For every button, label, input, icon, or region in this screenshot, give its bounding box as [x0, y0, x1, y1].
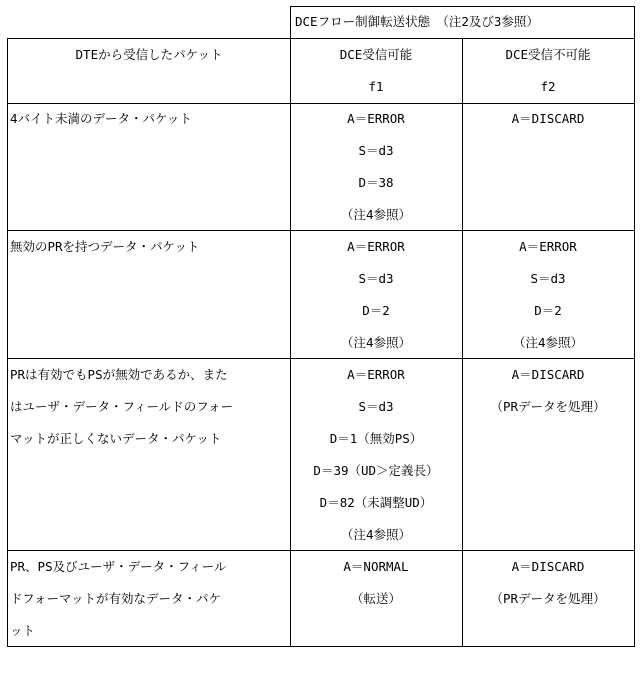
- grid-col2-line: [290, 6, 291, 647]
- f2-cell-line: （PRデータを処理）: [490, 399, 606, 414]
- f2-cell-line: D＝2: [534, 303, 562, 318]
- f2-cell-line: （PRデータを処理）: [490, 591, 606, 606]
- grid-left-line: [7, 38, 8, 647]
- f1-cell-line: A＝ERROR: [347, 367, 405, 382]
- f1-cell-line: A＝ERROR: [347, 111, 405, 126]
- grid-row1-bottom-line: [7, 230, 634, 231]
- f1-cell-line: A＝NORMAL: [343, 559, 409, 574]
- packet-cell-line: PRは有効でもPSが無効であるか、また: [10, 367, 228, 382]
- f1-cell-line: S＝d3: [358, 143, 394, 158]
- f1-cell-line: A＝ERROR: [347, 239, 405, 254]
- f1-cell-line: （注4参照）: [340, 207, 412, 222]
- packet-cell-line: ドフォーマットが有効なデータ・パケ: [10, 591, 222, 606]
- f1-cell-line: D＝39（UD＞定義長）: [313, 463, 439, 478]
- grid-right-line: [634, 6, 635, 647]
- column-header-packet: DTEから受信したパケット: [75, 47, 223, 62]
- f2-cell-line: A＝DISCARD: [511, 559, 585, 574]
- f1-cell-line: D＝2: [362, 303, 390, 318]
- packet-cell-line: はユーザ・データ・フィールドのフォー: [10, 399, 234, 414]
- column-header-f1-code: f1: [368, 79, 384, 94]
- packet-cell-line: ット: [10, 623, 36, 638]
- f2-cell-line: A＝ERROR: [519, 239, 577, 254]
- f1-cell-line: （注4参照）: [340, 527, 412, 542]
- packet-cell-line: 4バイト未満のデータ・パケット: [10, 111, 192, 126]
- f1-cell-line: S＝d3: [358, 271, 394, 286]
- column-header-f2-code: f2: [540, 79, 556, 94]
- f2-cell-line: S＝d3: [530, 271, 566, 286]
- packet-cell-line: 無効のPRを持つデータ・パケット: [10, 239, 200, 254]
- flow-state-title: DCEフロー制御転送状態 （注2及び3参照）: [295, 14, 539, 29]
- packet-cell-line: マットが正しくないデータ・パケット: [10, 431, 222, 446]
- grid-row2-bottom-line: [7, 358, 634, 359]
- grid-header-bottom-line: [7, 103, 634, 104]
- packet-cell-line: PR、PS及びユーザ・データ・フィール: [10, 559, 227, 574]
- f1-cell-line: （転送）: [350, 591, 402, 606]
- grid-row3-bottom-line: [7, 550, 634, 551]
- f2-cell-line: A＝DISCARD: [511, 111, 585, 126]
- f1-cell-line: D＝1（無効PS）: [329, 431, 423, 446]
- f1-cell-line: （注4参照）: [340, 335, 412, 350]
- f1-cell-line: D＝38: [358, 175, 394, 190]
- grid-bottom-line: [7, 646, 634, 647]
- grid-col3-line: [462, 38, 463, 647]
- grid-top-line: [290, 6, 634, 7]
- grid-header-split-line: [7, 38, 634, 39]
- column-header-f2: DCE受信不可能: [505, 47, 591, 62]
- column-header-f1: DCE受信可能: [339, 47, 413, 62]
- f2-cell-line: A＝DISCARD: [511, 367, 585, 382]
- f1-cell-line: S＝d3: [358, 399, 394, 414]
- f1-cell-line: D＝82（未調整UD）: [319, 495, 433, 510]
- f2-cell-line: （注4参照）: [512, 335, 584, 350]
